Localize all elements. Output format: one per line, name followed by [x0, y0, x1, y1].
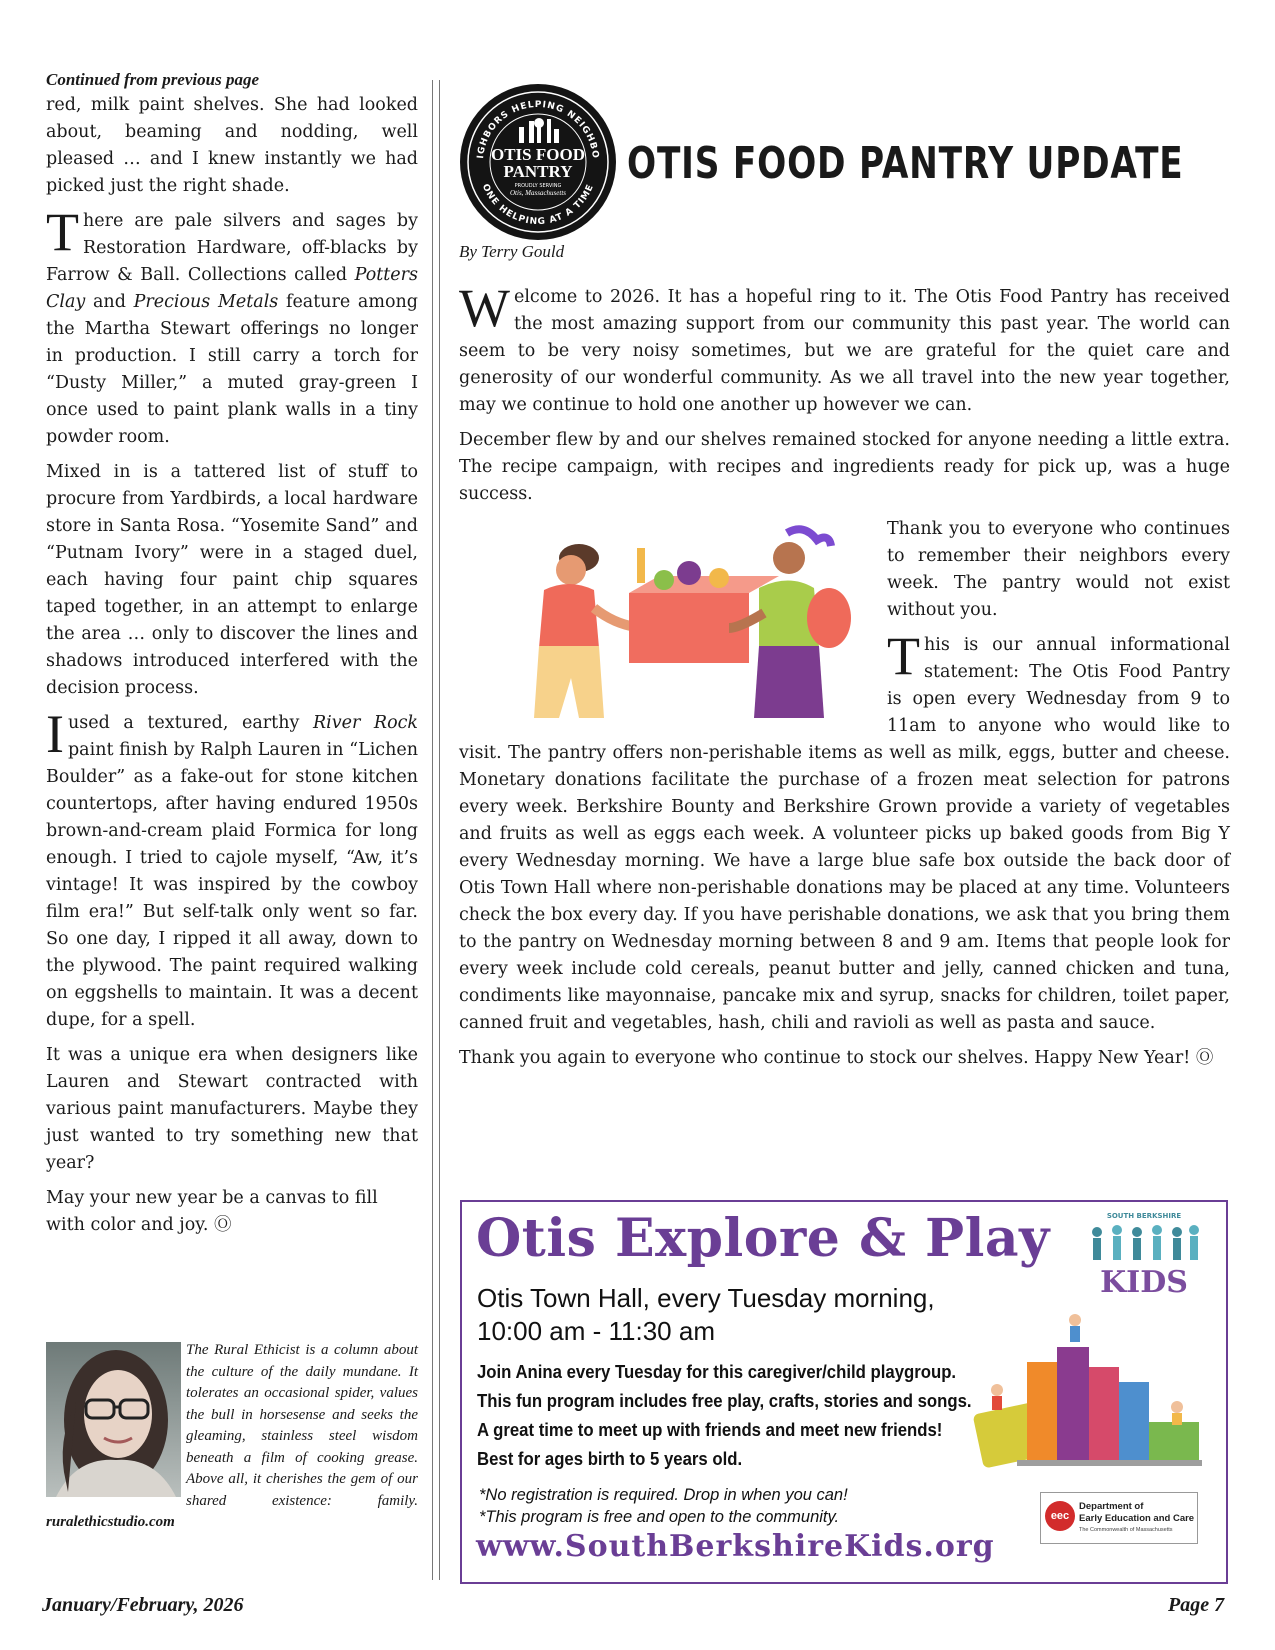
- eec-logo: [1040, 1492, 1198, 1544]
- food-box-handoff-icon: [459, 518, 879, 718]
- column-divider: [432, 80, 440, 1580]
- left-paragraph-4: Iused a textured, earthy River Rock paint finish by Ralph Lauren in “Lichen Boulder” as a fake-out for stone kitchen countertops, after having endured 1950s brown-and-cream plaid Formica for long enough. I tried to cajole myself, “Aw, it’s vintage! It was inspired by the cowboy film era!” But self-talk only went so far. So one day, I ripped it all away, down to the plywood. The paint required walking on eggshells to maintain. It was a decent dupe, for a spell.: [46, 704, 419, 1030]
- svg-text:OTIS FOOD: OTIS FOOD: [491, 145, 585, 164]
- svg-text:NEIGHBORS HELPING NEIGHBORS: IGHBORS HELPING NEIGHBO: [476, 99, 601, 160]
- bio-link[interactable]: ruralethicstudio.com: [46, 1514, 175, 1530]
- kids-logo-icon: [1082, 1208, 1206, 1298]
- ad-line-3: A great time to meet up with friends and meet new friends!: [477, 1420, 943, 1440]
- svg-text:PANTRY: PANTRY: [503, 162, 573, 181]
- eec-mark-icon: eec: [1045, 1501, 1075, 1531]
- donation-illustration: [459, 518, 879, 718]
- left-paragraph-2: There are pale silvers and sages by Restoration Hardware, off-blacks by Farrow & Ball. Collections called Potters Clay and Precious Metals feature among the Martha Stewart offerings no longer in production. I still carry a torch for “Dusty Miller,” a muted gray-green I once used to paint plank walls in a tiny powder room.: [46, 202, 418, 447]
- eec-dept-line-2: Early Education and Care: [1079, 1513, 1195, 1524]
- article-paragraph-3: Thank you to everyone who continues to remember their neighbors every week. The pantry would not exist without you.: [887, 519, 1230, 620]
- author-bio: The Rural Ethicist is a column about the culture of the daily mundane. It tolerates an occasional spider, values the bull in horsesense and seeks the gleaming, stainless steel wisdom beneath a film of cooking grease. Above all, it cherishes the gem of our shared existence: family. ruralethicstudio.com: [46, 1342, 418, 1530]
- svg-text:PROUDLY SERVING: PROUDLY SERVING: [514, 183, 562, 189]
- eec-state: The Commonwealth of Massachusetts: [1079, 1527, 1173, 1533]
- ad-note-2: *This program is free and open to the community.: [479, 1508, 840, 1526]
- issue-date: January/February, 2026: [42, 1594, 244, 1616]
- ad-location: Otis Town Hall, every Tuesday morning,: [477, 1283, 935, 1313]
- page-number: Page 7: [1168, 1594, 1225, 1616]
- article-paragraph-5: Thank you again to everyone who continue to stock our shelves. Happy New Year! Ⓞ: [459, 1048, 1214, 1068]
- south-berkshire-kids-logo: [1082, 1208, 1206, 1298]
- article-paragraph-4: This is our annual informational statement: The Otis Food Pantry is open every Wednesday from 9 to 11am to anyone who would like to visit. The pantry offers non-perishable items as well as milk, eggs, butter and cheese. Monetary donations facilitate the purchase of a frozen meat selection for patrons every week. Berkshire Bounty and Berkshire Grown provide a variety of vegetables and fruits as well as eggs each week. A volunteer picks up baked goods from Big Y every Wednesday morning. We have a large blue safe box outside the back door of Otis Town Hall where non-perishable donations may be placed at any time. Volunteers check the box every day. If you have perishable donations, we ask that you bring them to the pantry on Wednesday morning between 8 and 9 am. Items that people look for every week include cold cereals, peanut butter and jelly, canned chicken and tuna, condiments like mayonnaise, pancake mix and syrup, snacks for children, toilet paper, canned fruit and vegetables, hash, chili and ravioli as well as pasta and sauce.: [459, 626, 1230, 1033]
- article-paragraph-1: Welcome to 2026. It has a hopeful ring to it. The Otis Food Pantry has received the most amazing support from our community this past year. The world can seem to be very noisy sometimes, but we are grateful for the quiet care and generosity of our wonderful community. As we all travel into the new year together, may we continue to hold one another up however we can.: [459, 278, 1230, 415]
- ad-time: 10:00 am - 11:30 am: [477, 1316, 715, 1346]
- left-column: [46, 70, 418, 1247]
- article-body: [459, 278, 1230, 1080]
- ad-note-1: *No registration is required. Drop in when you can!: [479, 1486, 848, 1504]
- pantry-seal-icon: [459, 83, 617, 241]
- drop-cap: W: [459, 278, 510, 338]
- article-title: OTIS FOOD PANTRY UPDATE: [627, 138, 1184, 189]
- ad-line-2: This fun program includes free play, crafts, stories and songs.: [477, 1391, 972, 1411]
- ad-website-link[interactable]: www.SouthBerkshireKids.org: [476, 1529, 995, 1564]
- books-icon: [957, 1312, 1207, 1472]
- article-byline: By Terry Gould: [459, 242, 565, 261]
- end-mark-icon: Ⓞ: [213, 1215, 232, 1235]
- drop-cap: T: [46, 202, 79, 262]
- left-paragraph-6: May your new year be a canvas to fill with color and joy. Ⓞ: [46, 1188, 378, 1235]
- drop-cap: T: [887, 626, 920, 686]
- ad-title: Otis Explore & Play: [476, 1208, 1050, 1269]
- left-paragraph-1: red, milk paint shelves. She had looked about, beaming and nodding, well pleased … and I knew instantly we had picked just the right shade.: [46, 95, 418, 196]
- continued-label: Continued from previous page: [46, 70, 259, 89]
- ad-line-1: Join Anina every Tuesday for this caregiver/child playgroup.: [477, 1362, 957, 1382]
- svg-text:Otis, Massachusetts: Otis, Massachusetts: [510, 189, 566, 197]
- drop-cap: I: [46, 704, 64, 764]
- svg-text:ONE HELPING AT A TIME: ONE HELPING AT A TIME: [479, 182, 597, 228]
- food-pantry-logo: [459, 83, 617, 241]
- eec-dept-line-1: Department of: [1079, 1501, 1144, 1512]
- ad-line-4: Best for ages birth to 5 years old.: [477, 1449, 743, 1469]
- left-paragraph-5: It was a unique era when designers like Lauren and Stewart contracted with various paint manufacturers. Maybe they just wanted to try something new that year?: [46, 1045, 418, 1173]
- books-kids-illustration: [957, 1312, 1207, 1472]
- svg-text:KIDS: KIDS: [1100, 1265, 1188, 1298]
- article-paragraph-2: December flew by and our shelves remained stocked for anyone needing a little extra. The recipe campaign, with recipes and ingredients ready for pick up, was a huge success.: [459, 430, 1230, 504]
- explore-play-ad: [460, 1200, 1228, 1584]
- left-paragraph-3: Mixed in is a tattered list of stuff to procure from Yardbirds, a local hardware store in Santa Rosa. “Yosemite Sand” and “Putnam Ivory” were in a staged duel, each having four paint chip squares taped together, in an attempt to enlarge the area … only to discover the lines and shadows introduced interfered with the decision process.: [46, 462, 418, 698]
- end-mark-icon: Ⓞ: [1195, 1048, 1214, 1068]
- svg-text:SOUTH BERKSHIRE: SOUTH BERKSHIRE: [1106, 1212, 1182, 1220]
